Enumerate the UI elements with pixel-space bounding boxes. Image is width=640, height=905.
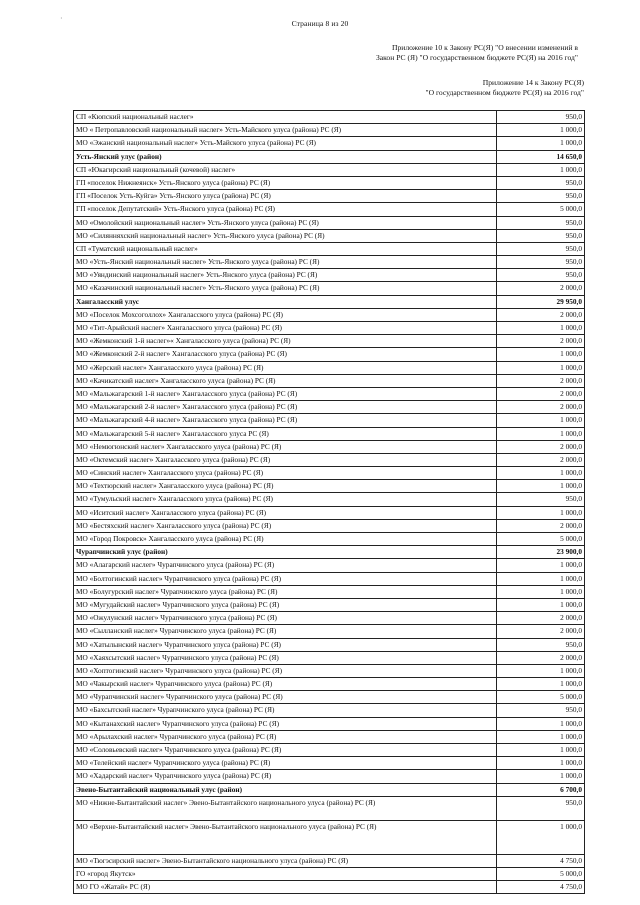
table-row — [74, 533, 585, 546]
table-row — [74, 374, 585, 387]
recipient-name-cell: МО «Чакырский наслег» Чурапчинского улуса (района) РС (Я) — [74, 678, 497, 691]
amount-cell: 14 650,0 — [497, 150, 585, 163]
table-row — [74, 559, 585, 572]
recipient-name-cell: МО «Хоптогинский наслег» Чурапчинского улуса (района) РС (Я) — [74, 664, 497, 677]
table-row — [74, 467, 585, 480]
table-row — [74, 124, 585, 137]
page-number: Страница 8 из 20 — [291, 19, 349, 28]
table-row — [74, 854, 585, 867]
table-row — [74, 664, 585, 677]
budget-table-body — [74, 111, 585, 894]
recipient-name-cell: Чурапчинский улус (район) — [74, 546, 497, 559]
table-row — [74, 691, 585, 704]
amount-cell: 1 000,0 — [497, 770, 585, 783]
amount-cell: 5 000,0 — [497, 691, 585, 704]
table-section-row — [74, 546, 585, 559]
recipient-name-cell: МО «Хадарский наслег» Чурапчинского улуса (района) РС (Я) — [74, 770, 497, 783]
table-row — [74, 401, 585, 414]
amount-cell: 950,0 — [497, 269, 585, 282]
amount-cell: 1 000,0 — [497, 559, 585, 572]
amount-cell: 1 000,0 — [497, 480, 585, 493]
table-row — [74, 480, 585, 493]
recipient-name-cell: МО «Город Покровск» Хангаласского улуса (района) РС (Я) — [74, 533, 497, 546]
recipient-name-cell: МО «Жемконский 1-й наслег»« Хангаласского улуса (района) РС (Я) — [74, 335, 497, 348]
recipient-name-cell: МО «Мальжагарский 4-й наслег» Хангаласского улуса (района) РС (Я) — [74, 414, 497, 427]
recipient-name-cell: МО «Силянняхский национальный наслег» Усть-Янского улуса (района) РС (Я) — [74, 229, 497, 242]
recipient-name-cell: МО «Омолойский национальный наслег» Усть-Янского улуса (района) РС (Я) — [74, 216, 497, 229]
table-row — [74, 216, 585, 229]
amount-cell: 1 000,0 — [497, 757, 585, 770]
recipient-name-cell: МО «Тит-Арыйский наслег» Хангаласского улуса (района) РС (Я) — [74, 322, 497, 335]
amount-cell: 950,0 — [497, 242, 585, 255]
recipient-name-cell: МО «Арылахский наслег» Чурапчинского улуса (района) РС (Я) — [74, 730, 497, 743]
table-row — [74, 867, 585, 880]
table-row — [74, 176, 585, 189]
amount-cell: 950,0 — [497, 229, 585, 242]
amount-cell: 5 000,0 — [497, 203, 585, 216]
recipient-name-cell: МО «Иситский наслег» Хангаласского улуса (района) РС (Я) — [74, 506, 497, 519]
recipient-name-cell: МО «Казачинский национальный наслег» Усть-Янского улуса (района) РС (Я) — [74, 282, 497, 295]
recipient-name-cell: МО «Тумульский наслег» Хангаласского улуса (района) РС (Я) — [74, 493, 497, 506]
amount-cell: 2 000,0 — [497, 387, 585, 400]
table-row — [74, 322, 585, 335]
table-row — [74, 506, 585, 519]
table-row — [74, 757, 585, 770]
amount-cell: 2 000,0 — [497, 453, 585, 466]
recipient-name-cell: МО «Хатылынский наслег» Чурапчинского улуса (района) РС (Я) — [74, 638, 497, 651]
appendix-main-line2: Закон РС (Я) "О государственном бюджете РС(Я) на 2016 год" — [375, 53, 578, 63]
recipient-name-cell: МО « Петропавловский национальный наслег» Усть-Майского улуса (района) РС (Я) — [74, 124, 497, 137]
amount-cell: 1 000,0 — [497, 348, 585, 361]
table-row — [74, 242, 585, 255]
recipient-name-cell: МО «Уяндинский национальный наслег» Усть-Янского улуса (района) РС (Я) — [74, 269, 497, 282]
amount-cell: 950,0 — [497, 704, 585, 717]
amount-cell: 950,0 — [497, 176, 585, 189]
amount-cell: 1 000,0 — [497, 598, 585, 611]
amount-cell: 2 000,0 — [497, 401, 585, 414]
recipient-name-cell: МО «Кытанахский наслег» Чурапчинского улуса (района) РС (Я) — [74, 717, 497, 730]
table-row — [74, 427, 585, 440]
table-section-row — [74, 783, 585, 796]
table-row — [74, 678, 585, 691]
recipient-name-cell: МО «Немюгюнский наслег» Хангаласского улуса (района) РС (Я) — [74, 440, 497, 453]
table-row — [74, 282, 585, 295]
amount-cell: 950,0 — [497, 256, 585, 269]
amount-cell: 950,0 — [497, 111, 585, 124]
table-row — [74, 519, 585, 532]
recipient-name-cell: МО «Телейский наслег» Чурапчинского улуса (района) РС (Я) — [74, 757, 497, 770]
appendix-main-line1: Приложение 10 к Закону РС(Я) "О внесении изменений в — [391, 43, 578, 52]
amount-cell: 950,0 — [497, 796, 585, 820]
amount-cell: 1 000,0 — [497, 163, 585, 176]
appendix-sub-line2: "О государственном бюджете РС(Я) на 2016 год" — [425, 88, 584, 98]
amount-cell: 2 000,0 — [497, 519, 585, 532]
appendix-main — [376, 43, 578, 64]
recipient-name-cell: МО «Техтюрский наслег» Хангаласского улуса (района) РС (Я) — [74, 480, 497, 493]
amount-cell: 2 000,0 — [497, 625, 585, 638]
table-row — [74, 625, 585, 638]
amount-cell: 1 000,0 — [497, 137, 585, 150]
amount-cell: 1 000,0 — [497, 322, 585, 335]
table-row — [74, 269, 585, 282]
table-row — [74, 704, 585, 717]
recipient-name-cell: МО «Тюгэсирский наслег» Эвено-Бытантайского национального улуса (района) РС (Я) — [74, 854, 497, 867]
amount-cell: 1 000,0 — [497, 744, 585, 757]
recipient-name-cell: МО «Мальжагарский 5-й наслег» Хангаласского улуса РС (Я) — [74, 427, 497, 440]
table-row — [74, 348, 585, 361]
recipient-name-cell: МО «Жемконский 2-й наслег» Хангаласского улуса (района) РС (Я) — [74, 348, 497, 361]
table-row — [74, 440, 585, 453]
recipient-name-cell: МО «Усть-Янский национальный наслег» Усть-Янского улуса (района) РС (Я) — [74, 256, 497, 269]
table-row — [74, 361, 585, 374]
amount-cell: 1 000,0 — [497, 717, 585, 730]
table-row — [74, 229, 585, 242]
table-row — [74, 256, 585, 269]
recipient-name-cell: МО «Верхне-Бытантайский наслег» Эвено-Бытантайского национального улуса (района) РС (Я) — [74, 820, 497, 854]
amount-cell: 5 000,0 — [497, 533, 585, 546]
amount-cell: 2 000,0 — [497, 440, 585, 453]
table-row — [74, 881, 585, 894]
amount-cell: 5 000,0 — [497, 867, 585, 880]
recipient-name-cell: МО «Болугурский наслег» Чурапчинского улуса (района) РС (Я) — [74, 585, 497, 598]
amount-cell: 2 000,0 — [497, 282, 585, 295]
recipient-name-cell: ГП «поселок Депутатский» Усть-Янского улуса (района) РС (Я) — [74, 203, 497, 216]
appendix-sub — [425, 78, 584, 99]
amount-cell: 29 950,0 — [497, 295, 585, 308]
amount-cell: 950,0 — [497, 493, 585, 506]
recipient-name-cell: МО «Качикатский наслег» Хангаласского улуса (района) РС (Я) — [74, 374, 497, 387]
table-row — [74, 111, 585, 124]
recipient-name-cell: Эвено-Бытантайский национальный улус (район) — [74, 783, 497, 796]
table-row — [74, 770, 585, 783]
table-row — [74, 572, 585, 585]
appendix-sub-line1: Приложение 14 к Закону РС(Я) — [482, 78, 584, 87]
recipient-name-cell: МО «Бестяхский наслег» Хангаласского улуса (района) РС (Я) — [74, 519, 497, 532]
recipient-name-cell: МО «Мальжагарский 2-й наслег» Хангаласского улуса (района) РС (Я) — [74, 401, 497, 414]
amount-cell: 1 000,0 — [497, 506, 585, 519]
recipient-name-cell: Усть-Янский улус (район) — [74, 150, 497, 163]
recipient-name-cell: МО «Мальжагарский 1-й наслег» Хангаласского улуса (района) РС (Я) — [74, 387, 497, 400]
table-row — [74, 308, 585, 321]
table-row — [74, 493, 585, 506]
recipient-name-cell: МО «Чурапчинский наслег» Чурапчинского улуса (района) РС (Я) — [74, 691, 497, 704]
amount-cell: 1 000,0 — [497, 427, 585, 440]
table-section-row — [74, 150, 585, 163]
amount-cell: 1 000,0 — [497, 572, 585, 585]
recipient-name-cell: СП «Туматский национальный наслег» — [74, 242, 497, 255]
recipient-name-cell: МО «Поселок Мохсоголлох» Хангаласского улуса (района) РС (Я) — [74, 308, 497, 321]
table-row — [74, 414, 585, 427]
recipient-name-cell: МО «Нижне-Бытантайский наслег» Эвено-Бытантайского национального улуса (района) РС (Я) — [74, 796, 497, 820]
amount-cell: 6 700,0 — [497, 783, 585, 796]
amount-cell: 950,0 — [497, 216, 585, 229]
recipient-name-cell: МО «Октемский наслег» Хангаласского улуса (района) РС (Я) — [74, 453, 497, 466]
table-row — [74, 820, 585, 854]
table-row — [74, 335, 585, 348]
table-row — [74, 387, 585, 400]
table-row — [74, 612, 585, 625]
scan-mark: · — [60, 14, 63, 23]
amount-cell: 950,0 — [497, 190, 585, 203]
recipient-name-cell: МО «Ожулунский наслег» Чурапчинского улуса (района) РС (Я) — [74, 612, 497, 625]
amount-cell: 2 000,0 — [497, 651, 585, 664]
recipient-name-cell: ГП «поселок Нижнеянск» Усть-Янского улуса (района) РС (Я) — [74, 176, 497, 189]
recipient-name-cell: ГО «город Якутск» — [74, 867, 497, 880]
table-row — [74, 730, 585, 743]
table-row — [74, 163, 585, 176]
amount-cell: 2 000,0 — [497, 335, 585, 348]
table-row — [74, 453, 585, 466]
table-row — [74, 744, 585, 757]
amount-cell: 4 750,0 — [497, 881, 585, 894]
table-row — [74, 638, 585, 651]
recipient-name-cell: МО «Алагарский наслег» Чурапчинского улуса (района) РС (Я) — [74, 559, 497, 572]
recipient-name-cell: МО «Хаяхсытский наслег» Чурапчинского улуса (района) РС (Я) — [74, 651, 497, 664]
amount-cell: 1 000,0 — [497, 467, 585, 480]
amount-cell: 1 000,0 — [497, 678, 585, 691]
recipient-name-cell: МО «Синский наслег» Хангаласского улуса (района) РС (Я) — [74, 467, 497, 480]
table-row — [74, 598, 585, 611]
table-row — [74, 651, 585, 664]
table-row — [74, 137, 585, 150]
recipient-name-cell: ГП «Поселок Усть-Куйга» Усть-Янского улуса (района) РС (Я) — [74, 190, 497, 203]
table-row — [74, 585, 585, 598]
recipient-name-cell: СП «Юкагирский национальный (кочевой) наслег» — [74, 163, 497, 176]
amount-cell: 950,0 — [497, 638, 585, 651]
recipient-name-cell: СП «Кюпский национальный наслег» — [74, 111, 497, 124]
recipient-name-cell: МО «Соловьевский наслег» Чурапчинского улуса (района) РС (Я) — [74, 744, 497, 757]
recipient-name-cell: МО «Сылланский наслег» Чурапчинского улуса (района) РС (Я) — [74, 625, 497, 638]
amount-cell: 1 000,0 — [497, 664, 585, 677]
table-row — [74, 796, 585, 820]
amount-cell: 4 750,0 — [497, 854, 585, 867]
table-row — [74, 717, 585, 730]
amount-cell: 1 000,0 — [497, 730, 585, 743]
recipient-name-cell: МО ГО «Жатай» РС (Я) — [74, 881, 497, 894]
recipient-name-cell: МО «Мугудайский наслег» Чурапчинского улуса (района) РС (Я) — [74, 598, 497, 611]
table-section-row — [74, 295, 585, 308]
amount-cell: 2 000,0 — [497, 374, 585, 387]
recipient-name-cell: МО «Жерский наслег» Хангаласского улуса (района) РС (Я) — [74, 361, 497, 374]
recipient-name-cell: МО «Эжанский национальный наслег» Усть-Майского улуса (района) РС (Я) — [74, 137, 497, 150]
recipient-name-cell: Хангаласский улус — [74, 295, 497, 308]
table-row — [74, 190, 585, 203]
table-row — [74, 203, 585, 216]
amount-cell: 2 000,0 — [497, 612, 585, 625]
recipient-name-cell: МО «Бахсытский наслег» Чурапчинского улуса (района) РС (Я) — [74, 704, 497, 717]
amount-cell: 2 000,0 — [497, 308, 585, 321]
amount-cell: 1 000,0 — [497, 361, 585, 374]
amount-cell: 1 000,0 — [497, 585, 585, 598]
amount-cell: 1 000,0 — [497, 414, 585, 427]
amount-cell: 1 000,0 — [497, 124, 585, 137]
budget-table — [73, 110, 585, 894]
amount-cell: 23 900,0 — [497, 546, 585, 559]
amount-cell: 1 000,0 — [497, 820, 585, 854]
recipient-name-cell: МО «Болтогинский наслег» Чурапчинского улуса (района) РС (Я) — [74, 572, 497, 585]
